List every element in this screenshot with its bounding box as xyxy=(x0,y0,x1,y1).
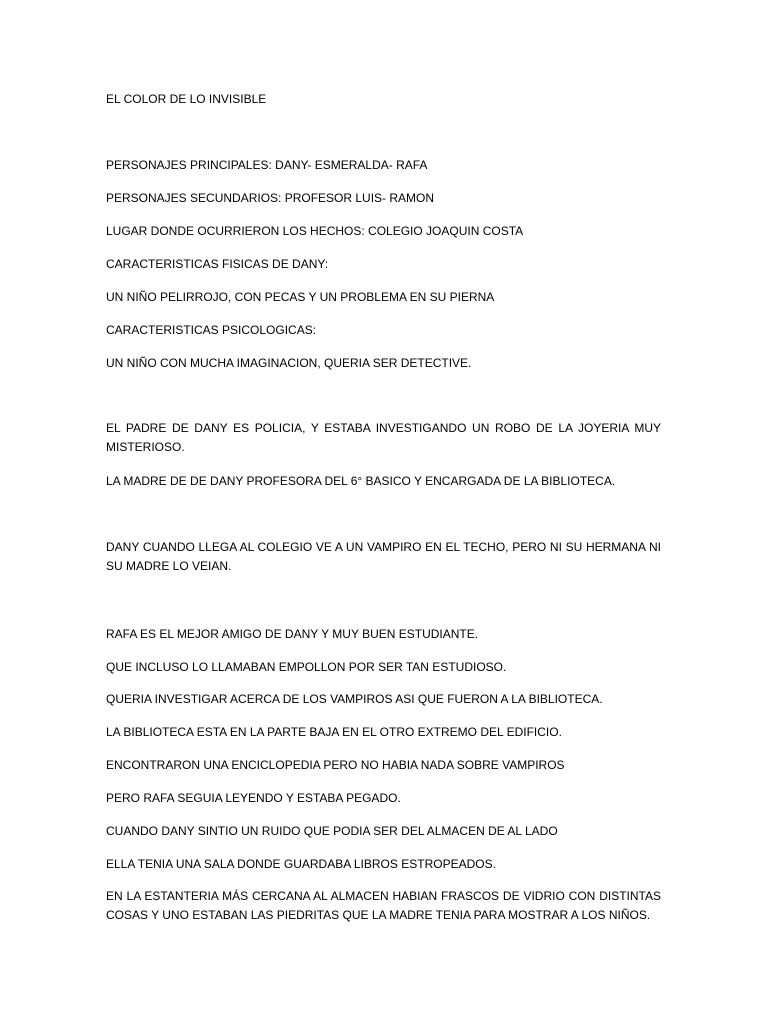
paragraph-room: ELLA TENIA UNA SALA DONDE GUARDABA LIBROS ESTROPEADOS. xyxy=(106,857,496,871)
paragraph-shelf: EN LA ESTANTERIA MÁS CERCANA AL ALMACEN HABIAN FRASCOS DE VIDRIO CON DISTINTAS COSAS Y UNO ESTABAN LAS PIEDRITAS QUE LA MADRE TENIA PARA MOSTRAR A LOS NIÑOS. xyxy=(106,889,661,922)
paragraph-main-characters: PERSONAJES PRINCIPALES: DANY- ESMERALDA- RAFA xyxy=(106,158,428,172)
paragraph-secondary-characters: PERSONAJES SECUNDARIOS: PROFESOR LUIS- RAMON xyxy=(106,191,435,205)
paragraph-location: LUGAR DONDE OCURRIERON LOS HECHOS: COLEGIO JOAQUIN COSTA xyxy=(106,224,524,238)
document-title: EL COLOR DE LO INVISIBLE xyxy=(106,92,267,106)
paragraph-physical-description: UN NIÑO PELIRROJO, CON PECAS Y UN PROBLEMA EN SU PIERNA xyxy=(106,290,495,304)
paragraph-psychological-description: UN NIÑO CON MUCHA IMAGINACION, QUERIA SER DETECTIVE. xyxy=(106,356,472,370)
paragraph-mother: LA MADRE DE DE DANY PROFESORA DEL 6° BASICO Y ENCARGADA DE LA BIBLIOTECA. xyxy=(106,474,616,488)
paragraph-father: EL PADRE DE DANY ES POLICIA, Y ESTABA INVESTIGANDO UN ROBO DE LA JOYERIA MUY MISTERIOSO. xyxy=(106,421,661,454)
paragraph-empollon: QUE INCLUSO LO LLAMABAN EMPOLLON POR SER TAN ESTUDIOSO. xyxy=(106,660,507,674)
paragraph-encyclopedia: ENCONTRARON UNA ENCICLOPEDIA PERO NO HABIA NADA SOBRE VAMPIROS xyxy=(106,758,565,772)
paragraph-physical-heading: CARACTERISTICAS FISICAS DE DANY: xyxy=(106,257,329,271)
paragraph-investigate: QUERIA INVESTIGAR ACERCA DE LOS VAMPIROS ASI QUE FUERON A LA BIBLIOTECA. xyxy=(106,692,603,706)
paragraph-psychological-heading: CARACTERISTICAS PSICOLOGICAS: xyxy=(106,323,317,337)
paragraph-noise: CUANDO DANY SINTIO UN RUIDO QUE PODIA SER DEL ALMACEN DE AL LADO xyxy=(106,824,558,838)
paragraph-library-location: LA BIBLIOTECA ESTA EN LA PARTE BAJA EN EL OTRO EXTREMO DEL EDIFICIO. xyxy=(106,725,562,739)
paragraph-rafa-friend: RAFA ES EL MEJOR AMIGO DE DANY Y MUY BUEN ESTUDIANTE. xyxy=(106,627,479,641)
paragraph-vampire-sighting: DANY CUANDO LLEGA AL COLEGIO VE A UN VAMPIRO EN EL TECHO, PERO NI SU HERMANA NI SU MADRE LO VEIAN. xyxy=(106,540,661,573)
paragraph-rafa-reading: PERO RAFA SEGUIA LEYENDO Y ESTABA PEGADO. xyxy=(106,791,401,805)
